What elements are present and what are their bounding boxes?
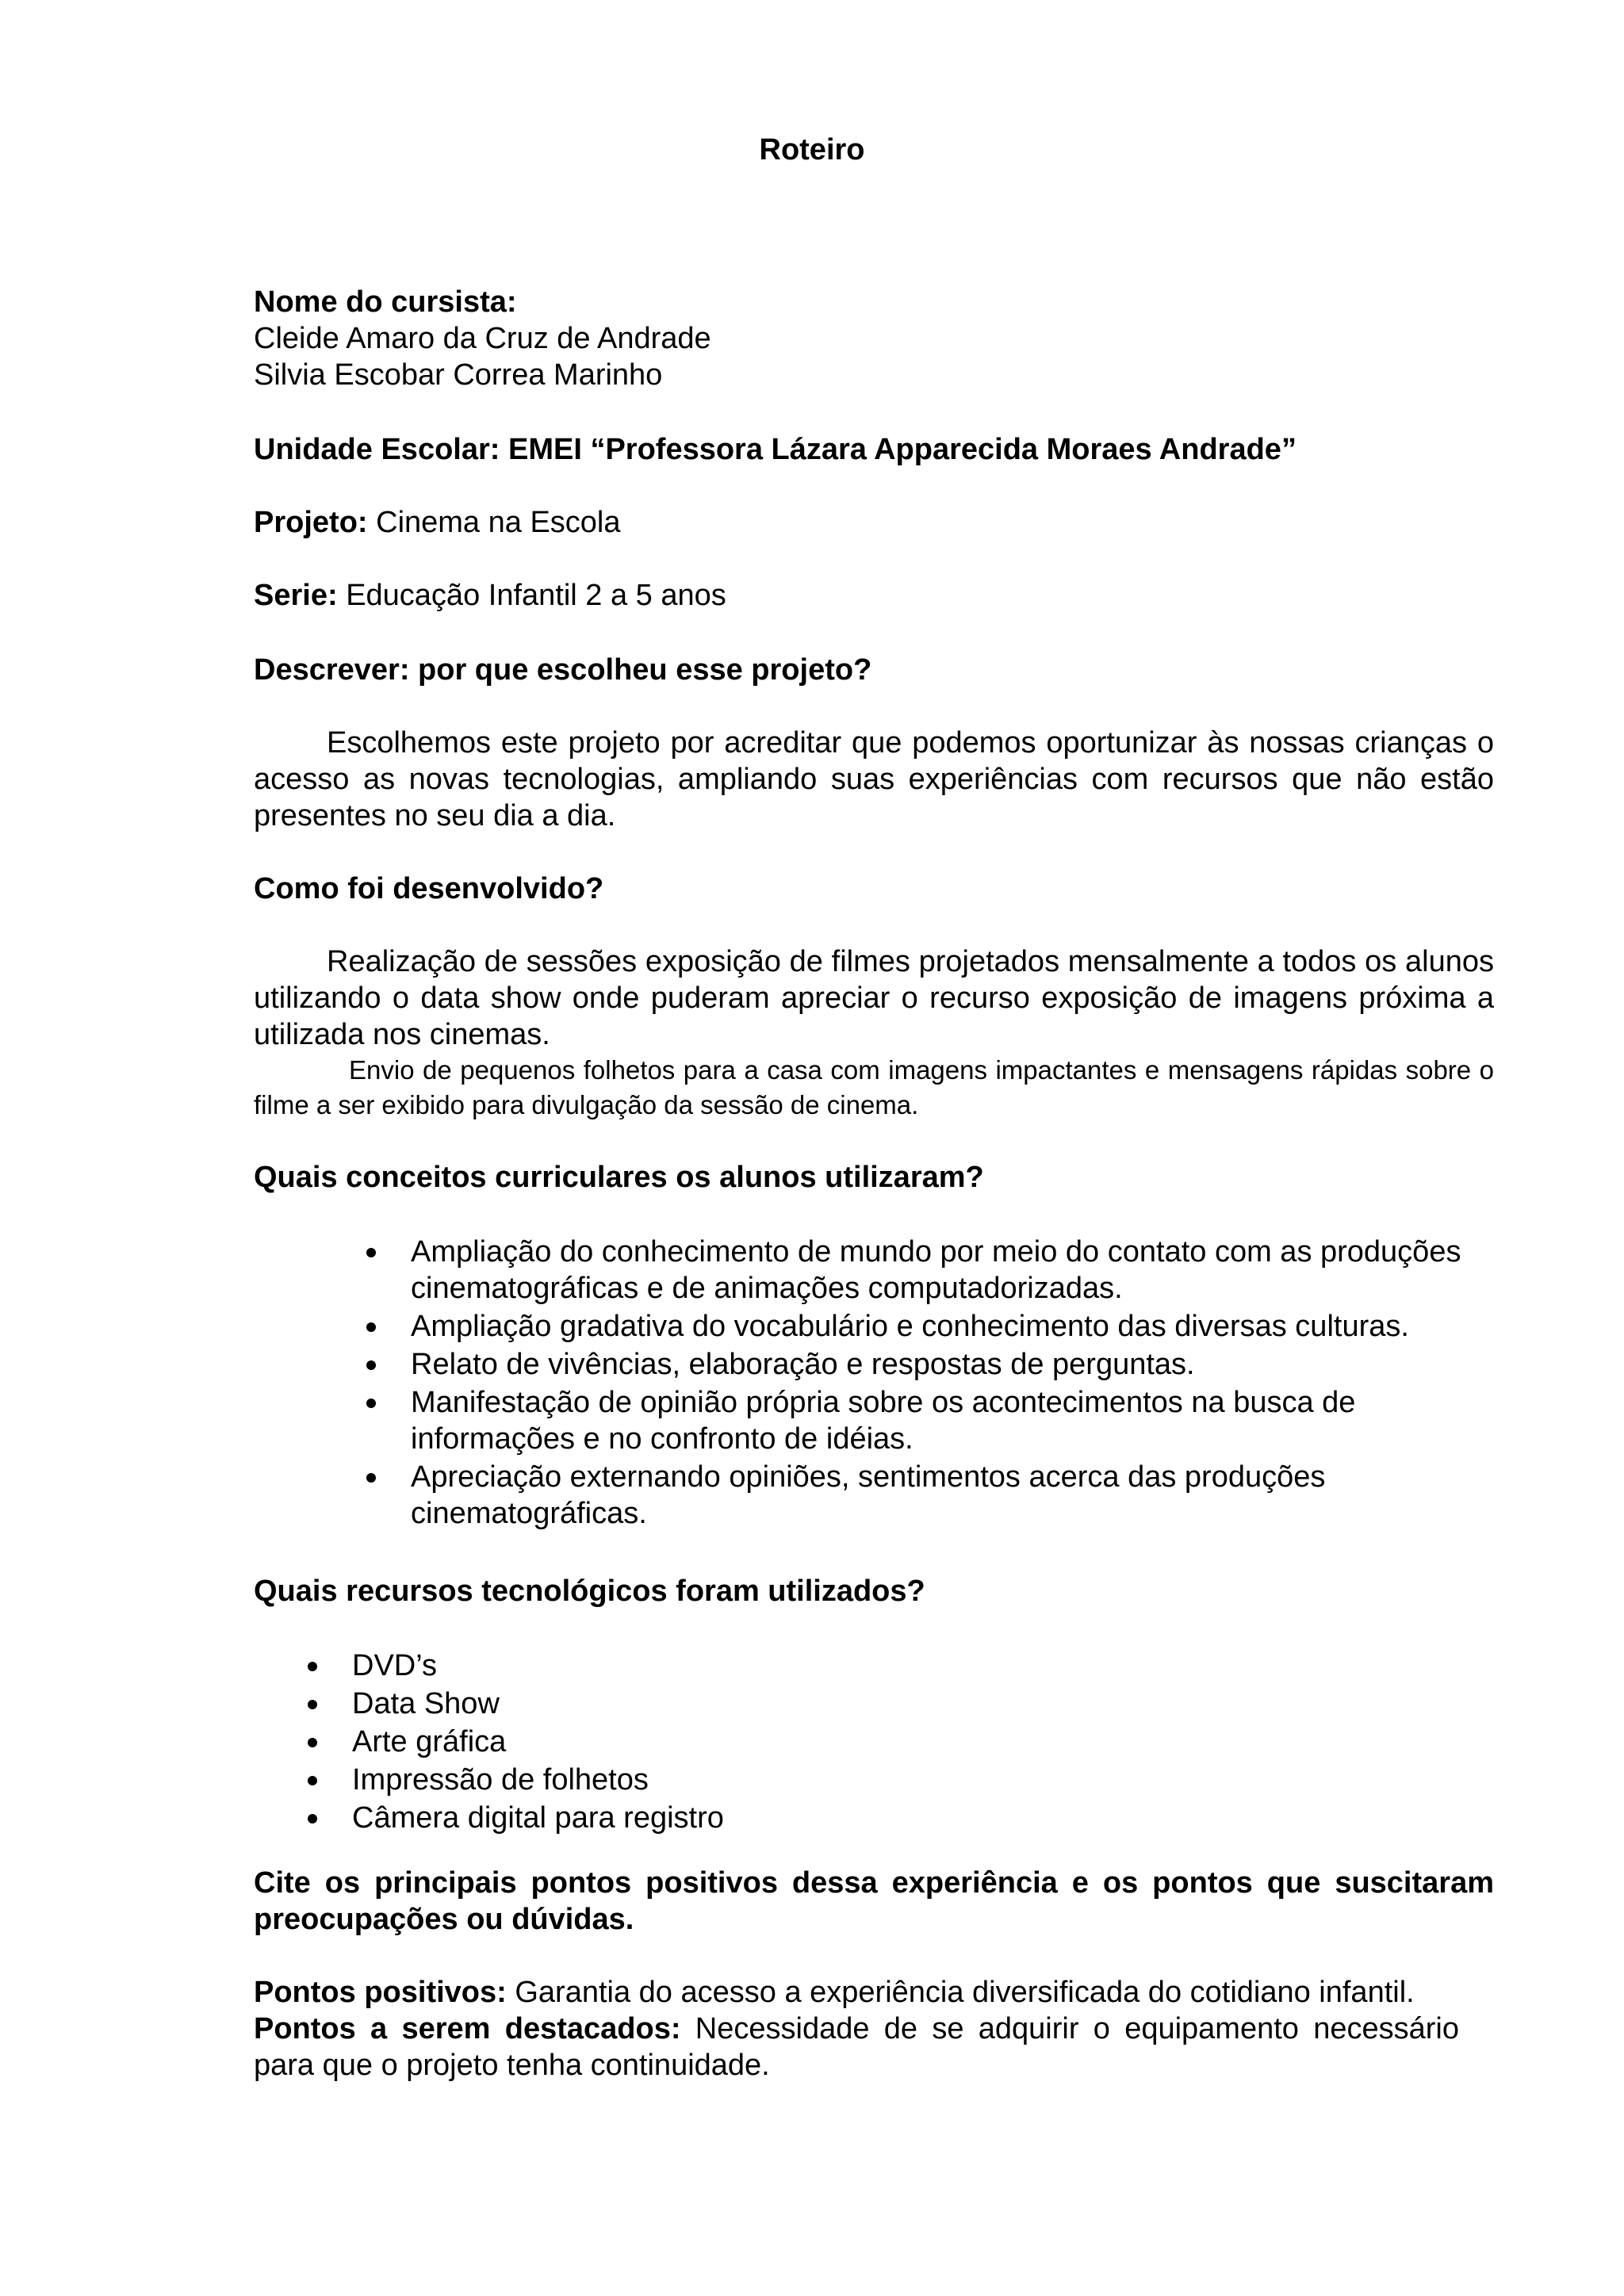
list-item-text: Manifestação de opinião própria sobre os acontecimentos na busca de informações e no confronto de idéias. [411,1386,1356,1456]
list-item-text: Relato de vivências, elaboração e respostas de perguntas. [411,1348,1195,1381]
projeto-line [254,504,621,541]
list-item [352,1724,1304,1760]
list-item-text: Apreciação externando opiniões, sentimentos acerca das produções cinematográficas. [411,1460,1326,1530]
list-item-text: Arte gráfica [352,1725,507,1758]
desenvolvido-paragraph-2: Envio de pequenos folhetos para a casa com imagens impactantes e mensagens rápidas sobre o filme a ser exibido para divulgação da sessão de cinema. [254,1055,1494,1119]
unidade-label: Unidade Escolar: [254,433,500,466]
list-item-text: Ampliação do conhecimento de mundo por meio do contato com as produções cinematográficas e de animações computadorizadas. [411,1235,1461,1305]
page-title: Roteiro [759,133,865,166]
unidade-line [254,431,1297,468]
pontos-destacados-paragraph [254,2011,1459,2084]
serie-line [254,577,726,614]
list-item [352,1762,1304,1798]
list-item-text: Impressão de folhetos [352,1763,649,1797]
projeto-label: Projeto: [254,506,368,539]
list-item [411,1234,1473,1307]
serie-label: Serie: [254,579,338,612]
bullet-icon [366,1248,376,1257]
pontos-positivos-line [254,1974,1415,2011]
cursista-label: Nome do cursista: [254,285,517,319]
cursista-name-1: Cleide Amaro da Cruz de Andrade [254,322,711,355]
bullet-icon [308,1738,317,1747]
conceitos-heading: Quais conceitos curriculares os alunos utilizaram? [254,1161,984,1194]
list-item [352,1686,1304,1722]
desenvolvido-paragraph-1: Realização de sessões exposição de filmes projetados mensalmente a todos os alunos utilizando o data show onde puderam apreciar o recurso exposição de imagens próxima a utilizada nos cinemas. [254,945,1494,1051]
serie-value: Educação Infantil 2 a 5 anos [346,579,726,612]
pontos-positivos-text: Garantia do acesso a experiência diversificada do cotidiano infantil. [515,1976,1415,2009]
list-item-text: DVD’s [352,1649,437,1682]
list-item [411,1459,1473,1532]
list-item [352,1647,1304,1684]
bullet-icon [308,1700,317,1709]
unidade-value: EMEI “Professora Lázara Apparecida Moraes Andrade” [508,433,1297,466]
bullet-icon [366,1360,376,1370]
list-item [352,1800,1304,1836]
pontos-destacados-label: Pontos a serem destacados: [254,2012,681,2045]
cursista-name-2: Silvia Escobar Correa Marinho [254,358,663,392]
list-item [411,1308,1473,1345]
conceitos-list [411,1234,1473,1532]
list-item-text: Câmera digital para registro [352,1801,724,1835]
descrever-heading: Descrever: por que escolheu esse projeto? [254,653,872,687]
desenvolvido-heading: Como foi desenvolvido? [254,872,604,905]
descrever-paragraph: Escolhemos este projeto por acreditar que podemos oportunizar às nossas crianças o acesso as novas tecnologias, ampliando suas experiências com recursos que não estão presentes no seu dia a dia. [254,726,1494,832]
pontos-destacados-text: Necessidade de se adquirir o equipamento necessário para que o projeto tenha continuidade. [254,2012,1459,2082]
bullet-icon [308,1814,317,1823]
list-item-text: Data Show [352,1687,500,1720]
projeto-value: Cinema na Escola [376,506,621,539]
recursos-list [352,1647,1304,1836]
list-item [411,1346,1473,1383]
list-item [411,1384,1473,1457]
pontos-heading: Cite os principais pontos positivos dessa experiência e os pontos que suscitaram preocupações ou dúvidas. [254,1866,1494,1936]
recursos-heading: Quais recursos tecnológicos foram utilizados? [254,1575,925,1608]
bullet-icon [366,1473,376,1483]
pontos-positivos-label: Pontos positivos: [254,1976,507,2009]
list-item-text: Ampliação gradativa do vocabulário e conhecimento das diversas culturas. [411,1310,1409,1343]
bullet-icon [366,1399,376,1408]
bullet-icon [308,1662,317,1671]
bullet-icon [366,1322,376,1332]
bullet-icon [308,1776,317,1785]
